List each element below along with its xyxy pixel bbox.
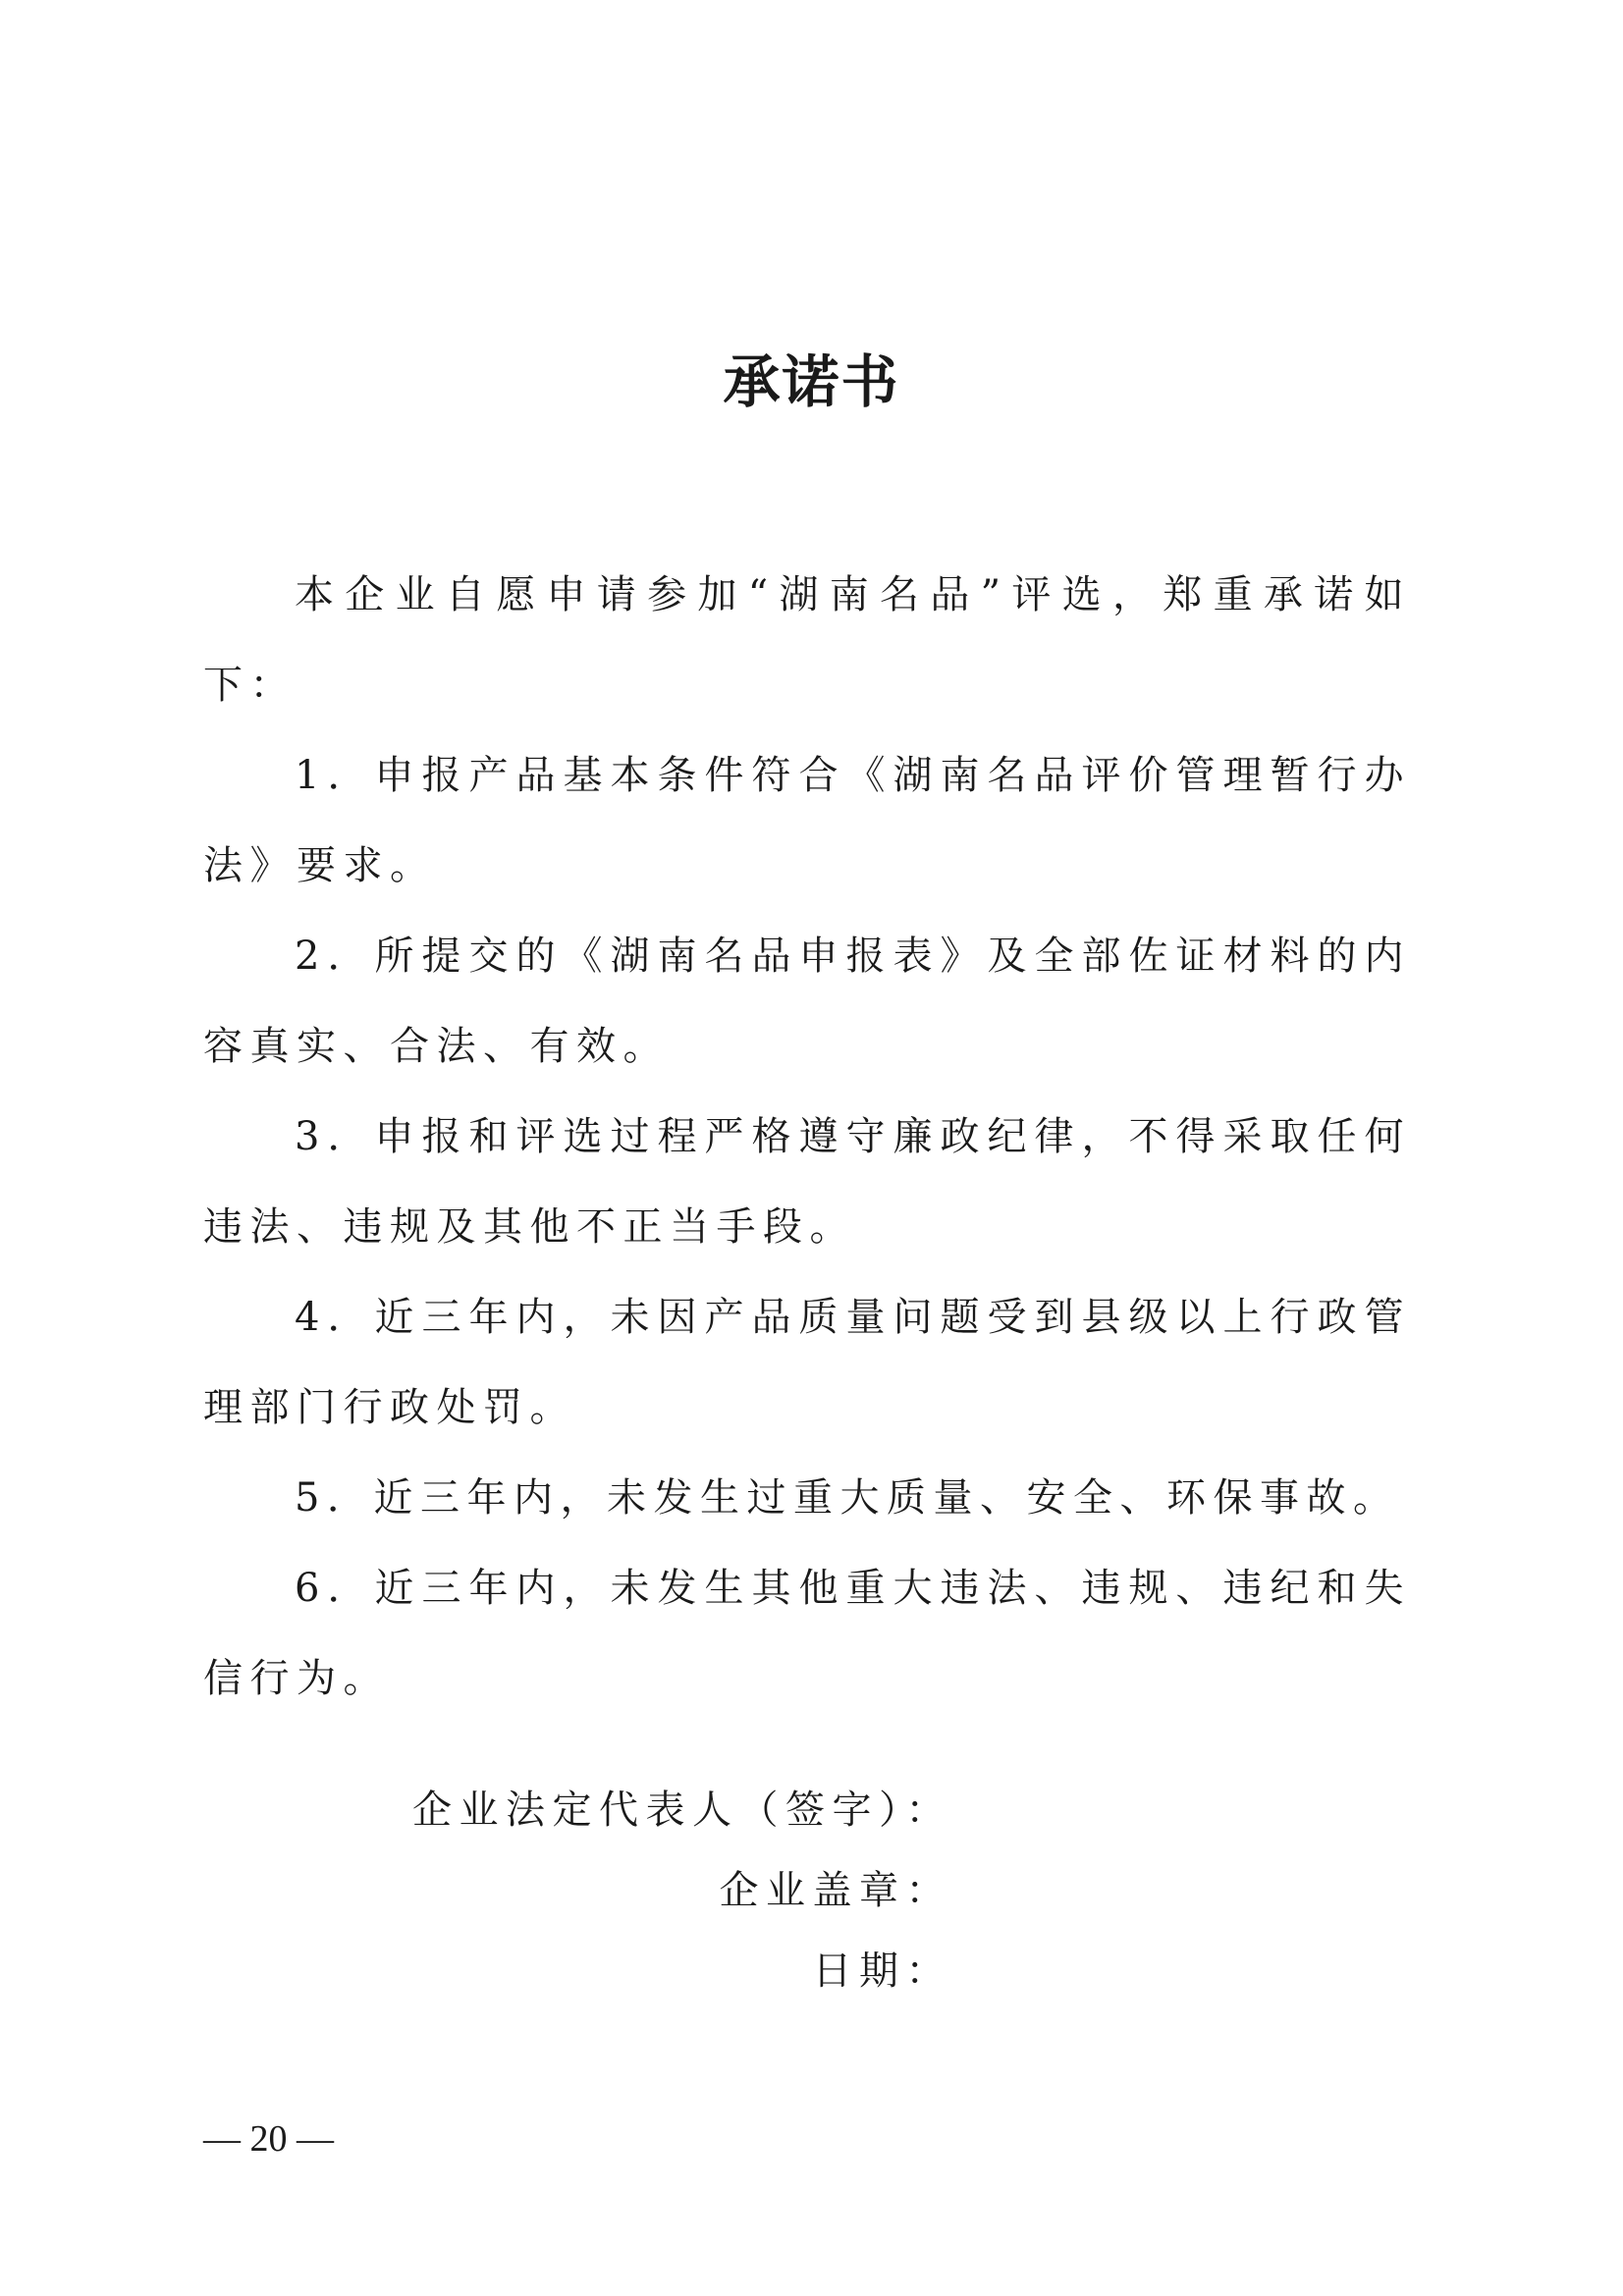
date-label: 日期： [812, 1949, 952, 1994]
commitment-item-1: 1．申报产品基本条件符合《湖南名品评价管理暂行办法》要求。 [203, 753, 1411, 888]
page-title: 承诺书 [723, 348, 900, 415]
intro-paragraph: 本企业自愿申请参加“湖南名品”评选，郑重承诺如下： [203, 572, 1411, 708]
page-number: — 20 — [203, 2118, 334, 2160]
commitment-item-6: 6．近三年内，未发生其他重大违法、违规、违纪和失信行为。 [203, 1566, 1411, 1701]
legal-representative-signature-label: 企业法定代表人（签字）： [412, 1788, 952, 1833]
commitment-body [203, 550, 1411, 1724]
commitment-item-2: 2．所提交的《湖南名品申报表》及全部佐证材料的内容真实、合法、有效。 [203, 934, 1411, 1069]
company-seal-label: 企业盖章： [719, 1868, 952, 1913]
commitment-item-3: 3．申报和评选过程严格遵守廉政纪律，不得采取任何违法、违规及其他不正当手段。 [203, 1114, 1411, 1250]
commitment-item-4: 4．近三年内，未因产品质量问题受到县级以上行政管理部门行政处罚。 [203, 1295, 1411, 1430]
commitment-item-5: 5．近三年内，未发生过重大质量、安全、环保事故。 [295, 1475, 1400, 1521]
